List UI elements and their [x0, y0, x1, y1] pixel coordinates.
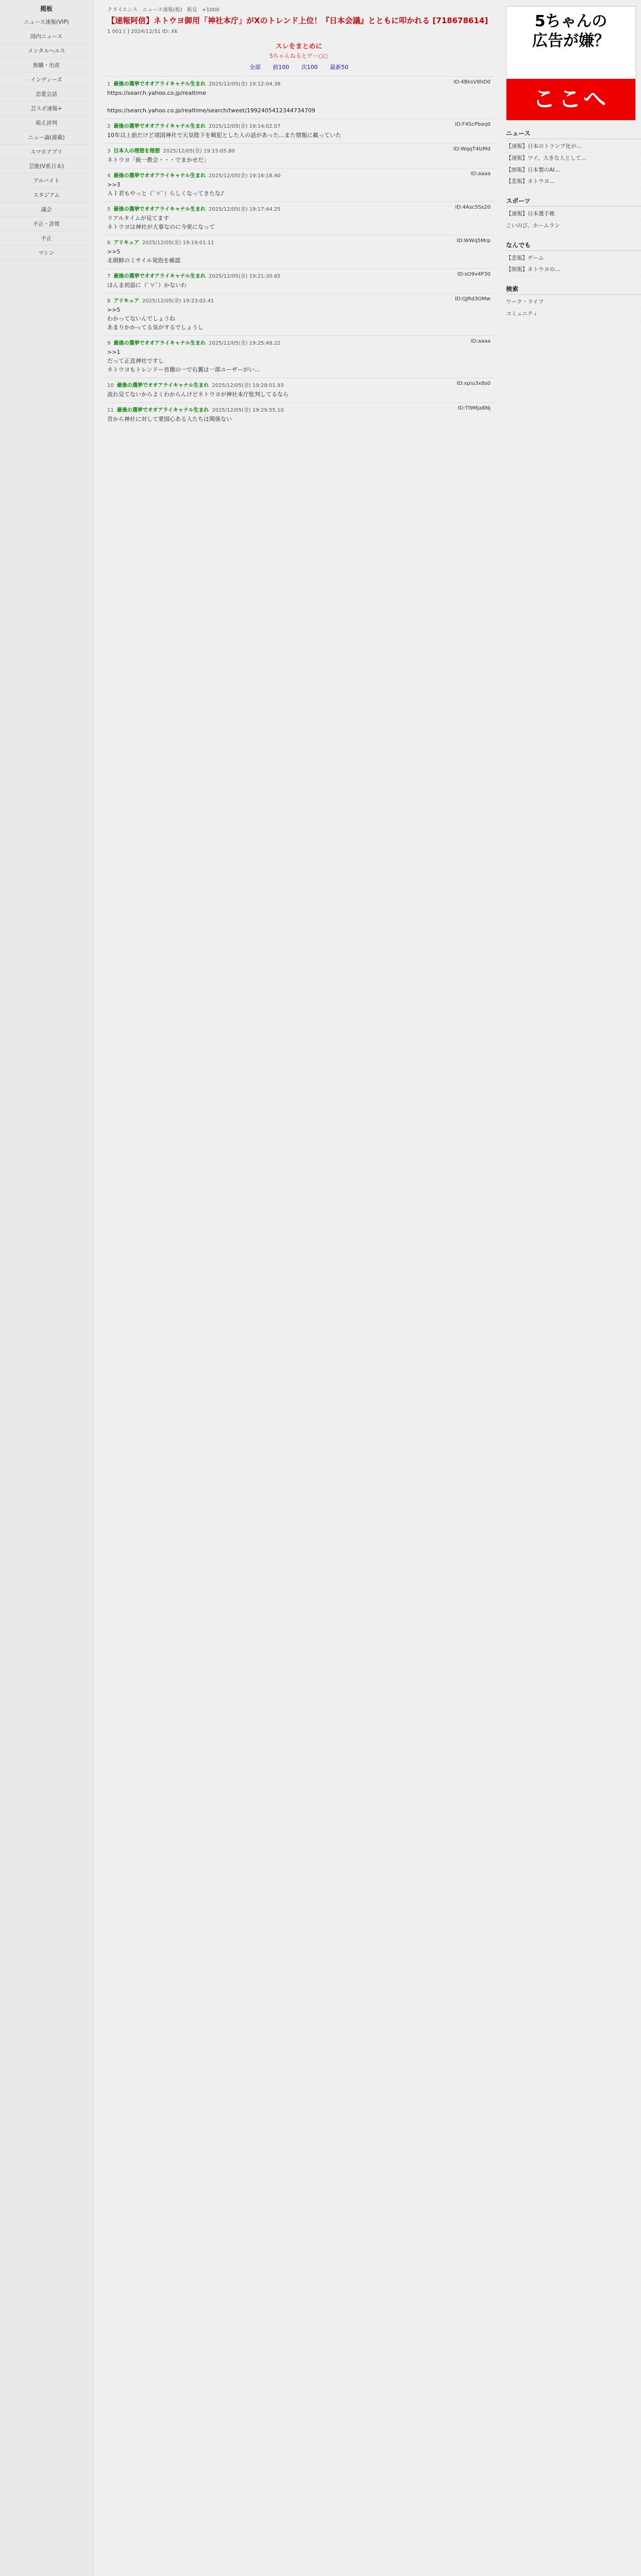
sidebar-item[interactable]: インディーズ: [0, 73, 93, 87]
thread-meta: 1 001 [ ] 2024/12/31 ID: Xk: [107, 28, 178, 35]
post-header-right: [455, 205, 491, 212]
post: [103, 143, 495, 168]
post-body: 10年以上前だけど靖国神社で天皇陛下を戦犯とした人の話があった…また情報に載っていた: [107, 131, 341, 139]
post-body: >>5 北朝鮮のミサイル発泡を確認: [107, 248, 181, 264]
search-item[interactable]: ワーク・ライフ: [506, 297, 641, 309]
post-id: ID:sO9v4P30: [457, 272, 491, 278]
post-header-left: [107, 238, 214, 246]
sidebar-item[interactable]: マシン: [0, 246, 93, 260]
post-date: 2025/12/05(金) 19:28:01.93: [212, 383, 284, 389]
banner-bottom-text: ここへ: [507, 79, 635, 120]
post-date: 2025/12/05(金) 19:21:30.65: [208, 274, 281, 280]
post-header: [107, 381, 491, 388]
post-header: [107, 205, 491, 212]
sidebar-item[interactable]: 不正: [0, 231, 93, 246]
menu-next-100[interactable]: 次100: [301, 63, 318, 71]
post-header-right: [457, 381, 491, 388]
post-header: [107, 238, 491, 246]
post-body: >>3 ＡＩ君もやっと（ﾟ∀ﾟ）らしくなってきたな♪: [107, 181, 225, 197]
post-header-left: [107, 146, 235, 154]
post-date: 2025/12/05(金) 19:15:05.80: [163, 148, 235, 154]
post-header-right: [453, 79, 491, 87]
post-header-left: [107, 272, 280, 279]
news-item[interactable]: 【朗報】日本製のAI…: [506, 165, 641, 177]
post-author: 最後の選挙でオオアライキャナル生まれ: [113, 341, 206, 347]
post-author: 最後の選挙でオオアライキャナル生まれ: [113, 206, 206, 212]
post-header-left: [107, 296, 214, 304]
sidebar-item[interactable]: 恋愛会話: [0, 87, 93, 101]
sidebar-item[interactable]: 芸スポ速報+: [0, 101, 93, 116]
post-date: 2025/12/05(金) 19:25:48.22: [208, 341, 281, 347]
breadcrumb-item[interactable]: 板見: [187, 7, 197, 13]
sidebar-item[interactable]: ニュース速報(VIP): [0, 15, 93, 29]
news-item[interactable]: 【速報】日本のトランプ化が…: [506, 141, 641, 153]
post-date: 2025/12/05(金) 19:23:02.41: [142, 298, 214, 304]
sports-item[interactable]: こいのび、ホームラン: [506, 221, 641, 232]
post-header-right: [455, 296, 491, 304]
post-number[interactable]: 8: [107, 298, 111, 304]
thread-title: 【速報阿倍】ネトウヨ御用「神社本庁」がXのトレンド上位！『日本会議』とともに叩かれる [718678614]: [107, 16, 488, 25]
post: [103, 335, 495, 378]
post-id: ID:WqqT4lzMd: [453, 146, 491, 152]
post-header-right: [458, 272, 491, 279]
sidebar-title: 掲板: [40, 5, 53, 12]
breadcrumb: [103, 0, 495, 13]
menu-prev-100[interactable]: 前100: [273, 63, 290, 71]
ad-banner[interactable]: [506, 6, 636, 121]
post-id: ID:4Asc5Ss20: [455, 204, 491, 210]
post-number[interactable]: 1: [107, 81, 111, 87]
post-id: ID:F4ScPbaq0: [454, 121, 491, 127]
sidebar-item[interactable]: 不正・詐欺: [0, 217, 93, 231]
post-header: [107, 171, 491, 179]
post: [103, 402, 495, 427]
other-section: [506, 241, 641, 277]
post-header: [107, 272, 491, 279]
post-number[interactable]: 4: [107, 173, 111, 179]
sidebar-item[interactable]: 芸能(V系日本): [0, 159, 93, 174]
post-date: 2025/12/05(金) 19:29:55.10: [212, 408, 284, 414]
post: [103, 76, 495, 118]
post: [103, 118, 495, 143]
menu-all[interactable]: 全部: [249, 63, 261, 71]
ad-block[interactable]: [206, 41, 392, 60]
ad-line-2: 5ちゃんねるとゲー○○: [269, 52, 329, 59]
sports-title: スポーツ: [506, 196, 641, 207]
post-header-left: [107, 171, 280, 179]
post-body: >>5 わかってないんでしょうね あまりかかってる気がするでしょうし: [107, 307, 204, 331]
sidebar-item[interactable]: メンタルヘルス: [0, 44, 93, 58]
post-body: https://search.yahoo.co.jp/realtime https://search.yahoo.co.jp/realtime/search/tweet/1992405412344734709: [107, 89, 315, 114]
post-body: 昔から神社に対して愛国心ある人たちは関係ない: [107, 416, 232, 423]
post-header: [107, 405, 491, 413]
post-header: [107, 296, 491, 304]
sidebar-item[interactable]: 議会: [0, 202, 93, 217]
sidebar-item[interactable]: スタジアム: [0, 188, 93, 202]
post-header-right: [470, 171, 491, 179]
post-id: ID:aaaa: [470, 338, 491, 345]
news-item[interactable]: 【悲報】ネトウヨ…: [506, 176, 641, 188]
search-title: 検索: [506, 284, 641, 295]
post-header-right: [457, 238, 491, 246]
post-number[interactable]: 5: [107, 206, 111, 212]
breadcrumb-item[interactable]: クライエンス: [107, 7, 138, 13]
post-header-left: [107, 381, 284, 388]
news-item[interactable]: 【速報】ワイ、大きな人として…: [506, 153, 641, 165]
post-header: [107, 122, 491, 129]
post-author: 最後の選挙でオオアライキャナル生まれ: [113, 173, 206, 179]
post-author: アリキュア: [113, 240, 139, 246]
post-header: [107, 338, 491, 346]
post-number[interactable]: 3: [107, 148, 111, 154]
post: [103, 201, 495, 235]
post-header-left: [107, 205, 280, 212]
news-title: ニュース: [506, 129, 641, 139]
sidebar-item[interactable]: アルバイト: [0, 174, 93, 188]
post-date: 2025/12/05(金) 19:17:44.25: [208, 206, 281, 212]
other-item[interactable]: 【悲報】ゲーム: [506, 253, 641, 265]
post-body: >>1 だって正直神社ですし ネトウヨもトレンドー首題の一で右翼は一部ユーザーがい...: [107, 349, 260, 374]
sports-item[interactable]: 【速報】日本選手権: [506, 209, 641, 221]
post-author: 最後の選挙でオオアライキャナル生まれ: [116, 408, 209, 414]
post-author: 最後の選挙でオオアライキャナル生まれ: [113, 274, 206, 280]
post-header-right: [458, 405, 491, 413]
post-header-right: [453, 146, 491, 154]
breadcrumb-item[interactable]: ニュース速報(板): [142, 7, 182, 13]
post-header-right: [470, 338, 491, 346]
post: [103, 268, 495, 293]
post-number[interactable]: 2: [107, 123, 111, 129]
post: [103, 168, 495, 201]
post-author: 最後の選挙でオオアライキャナル生まれ: [116, 383, 209, 389]
menu-latest-50[interactable]: 最新50: [330, 63, 349, 71]
post-id: ID:Tl9Mja8Nj: [458, 405, 491, 412]
post-body: ネトウヨ「統一教会・・・でまかせだ」: [107, 156, 209, 163]
sidebar-item[interactable]: ニュー論(連載): [0, 130, 93, 145]
sidebar-item[interactable]: 国内ニュース: [0, 29, 93, 44]
post-author: 日本人の理想を理想: [113, 148, 160, 154]
news-section: [506, 129, 641, 188]
post-number[interactable]: 6: [107, 240, 111, 246]
post-header: [107, 146, 491, 154]
post-id: ID:QJRd3OMw: [454, 296, 491, 302]
post-header-left: [107, 79, 280, 87]
search-item[interactable]: コミュニティ: [506, 309, 641, 320]
thread-main: [103, 0, 495, 427]
post-date: 2025/12/05(金) 19:19:01.11: [142, 240, 214, 246]
sports-section: [506, 196, 641, 232]
breadcrumb-item: +1000: [201, 7, 220, 13]
ad-line-1: スレをまとめに: [275, 42, 323, 50]
other-title: なんでも: [506, 241, 641, 251]
post: [103, 293, 495, 335]
post-author: 最後の選挙でオオアライキャナル生まれ: [113, 81, 206, 87]
post-list: [103, 76, 495, 428]
post: [103, 235, 495, 268]
sidebar-nav: [0, 15, 93, 260]
post-number[interactable]: 9: [107, 341, 111, 347]
search-section: [506, 284, 641, 320]
other-item[interactable]: 【朗報】ネトウヨの…: [506, 264, 641, 276]
post-id: ID:4BksV8hD0: [453, 79, 491, 85]
post-number[interactable]: 11: [107, 408, 114, 414]
post-body: 流れ見てないからよくわからんけどネトウヨが神社本庁批判してるなら: [107, 391, 289, 398]
post-body: ほんま初詣に（ﾟ∀ﾟ）かないわ: [107, 282, 187, 289]
banner-top-text: 5ちゃんの 広告が嫌？: [532, 12, 610, 50]
post-header-right: [455, 122, 491, 129]
post-header: [107, 79, 491, 87]
post-header-left: [107, 122, 280, 129]
post-id: ID:xpiu3x8s0: [457, 381, 491, 387]
left-sidebar: [0, 0, 93, 2576]
post-body: リアルタイムが見てます ネトウヨは神社が大事なのに今更になって: [107, 214, 215, 230]
post-header-left: [107, 405, 284, 413]
post-header-left: [107, 338, 280, 346]
post-id: ID:aaaa: [470, 171, 491, 177]
sidebar-item[interactable]: 無職・出産: [0, 58, 93, 73]
post-id: ID:WWq5Mrp: [457, 238, 491, 244]
sidebar-item[interactable]: 萌え評判: [0, 116, 93, 130]
post-author: 最後の選挙でオオアライキャナル生まれ: [113, 123, 206, 129]
post-number[interactable]: 10: [107, 383, 114, 389]
post-author: アリキュア: [113, 298, 139, 304]
thread-menu: [103, 63, 495, 71]
post: [103, 378, 495, 402]
right-sidebar: [506, 0, 641, 320]
post-date: 2025/12/05(金) 19:16:18.40: [208, 173, 281, 179]
post-date: 2025/12/05(金) 19:14:02.07: [208, 123, 281, 129]
sidebar-item[interactable]: スマホアプリ: [0, 145, 93, 159]
post-number[interactable]: 7: [107, 274, 111, 280]
post-date: 2025/12/05(金) 19:12:04.38: [208, 81, 281, 87]
